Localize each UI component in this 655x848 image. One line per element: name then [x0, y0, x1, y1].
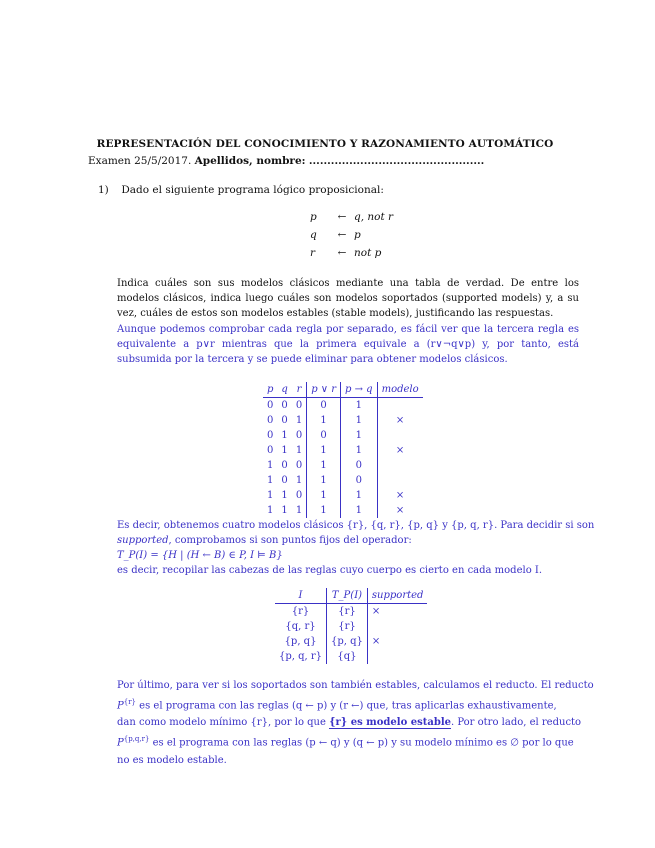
- table-row: 1 0 1 1 0: [263, 473, 423, 488]
- question-1: [98, 184, 384, 196]
- exam-header-line: [88, 155, 484, 167]
- logic-program: [310, 208, 393, 262]
- table-row: 0 1 1 1 1 ×: [263, 443, 423, 458]
- name-blank-dots: ................................................: [308, 155, 485, 167]
- truth-table: [263, 382, 423, 518]
- supported-table: [275, 588, 427, 664]
- reduct-text: Por último, para ver si los soportados son también estables, calculamos el reducto. El reducto $P^{\{r\}}$ es el programa con las reglas (q ← p) y (r ←) que, tras aplicarlas exhaustivamente, dan como modelo mínimo {r}, por lo que {r} es modelo estable. Por otro lado, el reducto $P^{\{p,q,r\}}$ es el programa con las reglas (p ← q) y (q ← p) y su modelo mínimo es ∅ por lo que no es modelo estable.: [117, 680, 594, 766]
- stable-model-highlight: {r} es modelo estable: [329, 717, 451, 729]
- table-row: {r} {r} ×: [275, 604, 427, 620]
- question-statement: Indica cuáles son sus modelos clásicos mediante una tabla de verdad. De entre los modelos clásicos, indica luego cuáles son modelos soportados (supported models) y, a su vez, cuáles de estos son modelos estables (stable models), justificando las respuestas.: [117, 278, 579, 319]
- table-row: 0 1 0 0 1: [263, 428, 423, 443]
- table-row: 1 1 0 1 1 ×: [263, 488, 423, 503]
- program-rule: p ← q, not r: [310, 211, 394, 223]
- table-row: {p, q} {p, q} ×: [275, 634, 427, 649]
- truth-table-header: p q r p ∨ r p → q modelo: [263, 382, 423, 398]
- table-row: 1 0 0 1 0: [263, 458, 423, 473]
- document-title: REPRESENTACIÓN DEL CONOCIMIENTO Y RAZONAMIENTO AUTOMÁTICO: [96, 138, 554, 150]
- question-number: 1): [98, 184, 109, 196]
- table-row: 0 0 0 0 1: [263, 398, 423, 414]
- operator-definition: T_P(I) = {H | (H ← B) ∈ P, I ⊨ B}: [117, 550, 283, 561]
- classical-models-text: Es decir, obtenemos cuatro modelos clásicos {r}, {q, r}, {p, q} y {p, q, r}. Para decidir si son supported, comprobamos si son puntos fijos del operador: T_P(I) = {H | (H ← B) ∈ P, I ⊨ B} es decir, recopilar las cabezas de las reglas cuyo cuerpo es cierto en cada modelo I.: [117, 520, 595, 576]
- supported-table-header: I T_P(I) supported: [275, 588, 427, 604]
- answer-intro: Aunque podemos comprobar cada regla por separado, es fácil ver que la tercera regla es equivalente a p∨r mientras que la primera equivale a (r∨¬q∨p) y, por tanto, está subsumida por la tercera y se puede eliminar para obtener modelos clásicos.: [117, 324, 579, 365]
- exam-date: Examen 25/5/2017.: [88, 155, 192, 167]
- program-rule: q ← p: [310, 229, 361, 241]
- program-rule: r ← not p: [310, 247, 382, 259]
- table-row: 0 0 1 1 1 ×: [263, 413, 423, 428]
- table-row: {p, q, r} {q}: [275, 649, 427, 664]
- question-text: Dado el siguiente programa lógico proposicional:: [121, 184, 384, 196]
- table-row: {q, r} {r}: [275, 619, 427, 634]
- apellidos-label: Apellidos, nombre:: [194, 155, 306, 167]
- table-row: 1 1 1 1 1 ×: [263, 503, 423, 518]
